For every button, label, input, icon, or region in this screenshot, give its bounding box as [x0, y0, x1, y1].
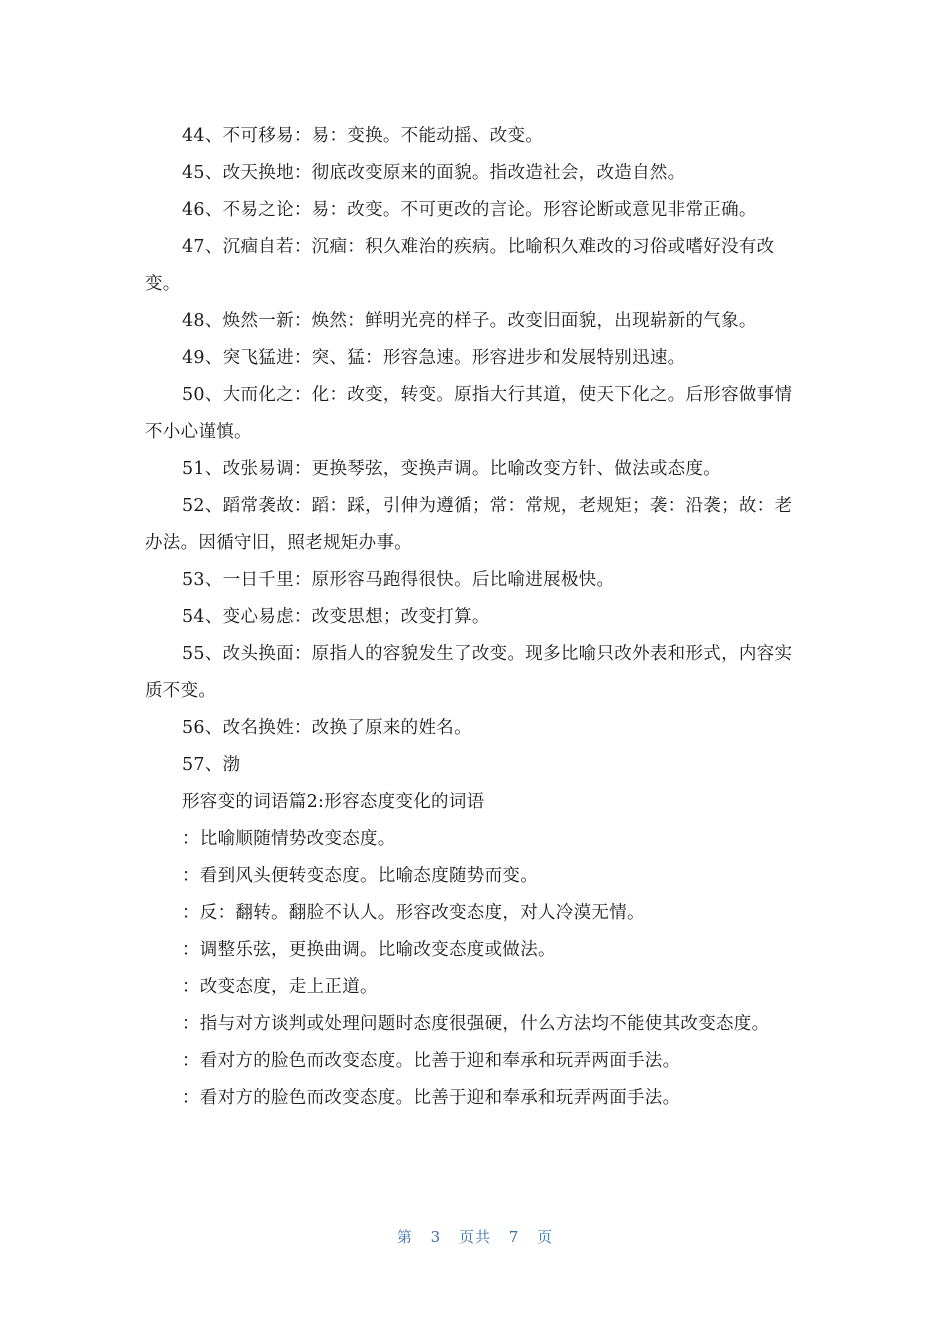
paragraph: 56、改名换姓：改换了原来的姓名。 — [182, 718, 472, 738]
paragraph: 51、改张易调：更换琴弦，变换声调。比喻改变方针、做法或态度。 — [182, 459, 722, 479]
paragraph: ：看对方的脸色而改变态度。比善于迎和奉承和玩弄两面手法。 — [182, 1051, 681, 1071]
page-number-footer: 第 3 页共 7 页 — [396, 1228, 554, 1246]
paragraph: 47、沉痼自若：沉痼：积久难治的疾病。比喻积久难改的习俗或嗜好没有改变。 — [145, 237, 775, 294]
paragraph: 52、蹈常袭故：蹈：踩，引伸为遵循；常：常规，老规矩；袭：沿袭；故：老办法。因循守旧，照老规矩办事。 — [145, 496, 793, 553]
paragraph: ：改变态度，走上正道。 — [182, 977, 378, 997]
paragraph: 48、焕然一新：焕然：鲜明光亮的样子。改变旧面貌，出现崭新的气象。 — [182, 311, 757, 331]
paragraph: 50、大而化之：化：改变，转变。原指大行其道，使天下化之。后形容做事情不小心谨慎。 — [145, 385, 793, 442]
paragraph: 49、突飞猛进：突、猛：形容急速。形容进步和发展特别迅速。 — [182, 348, 686, 368]
paragraph: 54、变心易虑：改变思想；改变打算。 — [182, 607, 490, 627]
paragraph: ：看到风头便转变态度。比喻态度随势而变。 — [182, 866, 538, 886]
paragraph: ：调整乐弦，更换曲调。比喻改变态度或做法。 — [182, 940, 556, 960]
section-heading: 形容变的词语篇2:形容态度变化的词语 — [182, 792, 485, 812]
paragraph: 55、改头换面：原指人的容貌发生了改变。现多比喻只改外表和形式，内容实质不变。 — [145, 644, 793, 701]
paragraph: 46、不易之论：易：改变。不可更改的言论。形容论断或意见非常正确。 — [182, 200, 757, 220]
document-body — [145, 118, 805, 1117]
paragraph: ：看对方的脸色而改变态度。比善于迎和奉承和玩弄两面手法。 — [182, 1088, 681, 1108]
paragraph: ：反：翻转。翻脸不认人。形容改变态度，对人冷漠无情。 — [182, 903, 645, 923]
paragraph: ：指与对方谈判或处理问题时态度很强硬，什么方法均不能使其改变态度。 — [182, 1014, 770, 1034]
paragraph: 44、不可移易：易：变换。不能动摇、改变。 — [182, 126, 544, 146]
paragraph: 45、改天换地：彻底改变原来的面貌。指改造社会，改造自然。 — [182, 163, 686, 183]
paragraph: 53、一日千里：原形容马跑得很快。后比喻进展极快。 — [182, 570, 615, 590]
paragraph: ：比喻顺随情势改变态度。 — [182, 829, 396, 849]
paragraph: 57、渤 — [182, 755, 241, 775]
